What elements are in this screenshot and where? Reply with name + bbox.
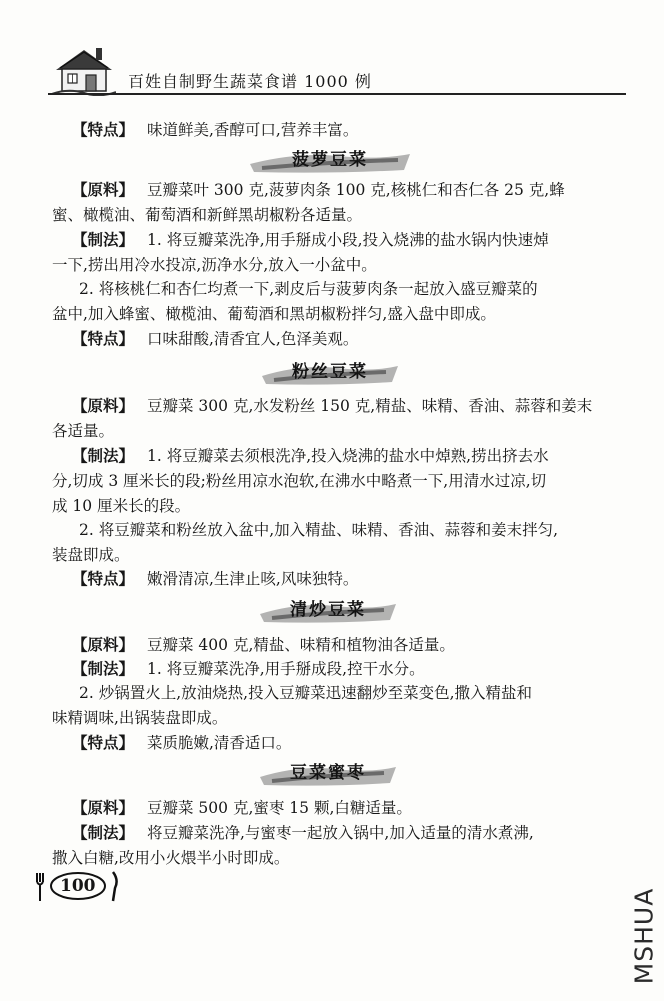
section-title: 菠萝豆菜 [292, 150, 368, 170]
text-line [0, 494, 664, 518]
line-text: 豆瓣菜 400 克,精盐、味精和植物油各适量。 [147, 636, 455, 654]
text-line [0, 228, 664, 252]
text-line [0, 543, 664, 567]
section-title-banner [258, 356, 402, 390]
text-line [0, 633, 664, 657]
field-tag: 【特点】 [72, 329, 135, 348]
text-line [0, 302, 664, 326]
text-line [0, 469, 664, 493]
text-line [0, 419, 664, 443]
header-rule [48, 93, 626, 95]
line-text: 味精调味,出锅装盘即成。 [52, 709, 228, 727]
house-logo-icon [52, 44, 116, 96]
field-tag: 【制法】 [72, 446, 135, 465]
line-text: 成 10 厘米长的段。 [52, 497, 191, 515]
text-line [0, 681, 664, 705]
text-line [0, 203, 664, 227]
line-text: 2. 将豆瓣菜和粉丝放入盆中,加入精盐、味精、香油、蒜蓉和姜末拌匀, [79, 521, 559, 539]
section-title-banner [256, 594, 400, 628]
text-line [0, 657, 664, 681]
field-tag: 【特点】 [72, 733, 135, 752]
text-line [0, 567, 664, 591]
field-tag: 【制法】 [72, 823, 135, 842]
text-line [0, 846, 664, 870]
field-tag: 【制法】 [72, 659, 135, 678]
text-line [0, 277, 664, 301]
line-text: 味道鲜美,香醇可口,营养丰富。 [147, 121, 359, 139]
line-text: 1. 将豆瓣菜去须根洗净,投入烧沸的盐水中焯熟,捞出挤去水 [147, 447, 549, 465]
line-text: 撒入白糖,改用小火煨半小时即成。 [52, 849, 290, 867]
text-line [0, 118, 664, 142]
line-text: 豆瓣菜叶 300 克,菠萝肉条 100 克,核桃仁和杏仁各 25 克,蜂 [147, 181, 565, 199]
section-title: 粉丝豆菜 [292, 362, 368, 382]
line-text: 2. 炒锅置火上,放油烧热,投入豆瓣菜迅速翻炒至菜变色,撒入精盐和 [79, 684, 532, 702]
line-text: 各适量。 [52, 422, 115, 440]
section-title: 清炒豆菜 [290, 600, 366, 620]
line-text: 嫩滑清凉,生津止咳,风味独特。 [147, 570, 359, 588]
line-text: 口味甜酸,清香宜人,色泽美观。 [147, 330, 359, 348]
field-tag: 【特点】 [72, 120, 135, 139]
line-text: 将豆瓣菜洗净,与蜜枣一起放入锅中,加入适量的清水煮沸, [147, 824, 534, 842]
line-text: 装盘即成。 [52, 546, 130, 564]
line-text: 菜质脆嫩,清香适口。 [147, 734, 292, 752]
text-line [0, 706, 664, 730]
field-tag: 【特点】 [72, 569, 135, 588]
text-line [0, 731, 664, 755]
watermark-text: MSHUA [629, 887, 659, 984]
line-text: 1. 将豆瓣菜洗净,用手掰成段,控干水分。 [147, 660, 425, 678]
text-line [0, 796, 664, 820]
text-line [0, 518, 664, 542]
page-number-badge [33, 868, 123, 904]
watermark [626, 878, 662, 993]
text-line [0, 444, 664, 468]
field-tag: 【原料】 [72, 635, 135, 654]
text-line [0, 821, 664, 845]
field-tag: 【制法】 [72, 230, 135, 249]
field-tag: 【原料】 [72, 180, 135, 199]
line-text: 2. 将核桃仁和杏仁均煮一下,剥皮后与菠萝肉条一起放入盛豆瓣菜的 [79, 280, 538, 298]
line-text: 豆瓣菜 300 克,水发粉丝 150 克,精盐、味精、香油、蒜蓉和姜末 [147, 397, 593, 415]
field-tag: 【原料】 [72, 396, 135, 415]
text-line [0, 394, 664, 418]
book-title: 百姓自制野生蔬菜食谱 1000 例 [128, 72, 372, 91]
text-line [0, 253, 664, 277]
section-title-banner [246, 144, 414, 178]
line-text: 豆瓣菜 500 克,蜜枣 15 颗,白糖适量。 [147, 799, 412, 817]
page-number: 100 [60, 876, 96, 896]
field-tag: 【原料】 [72, 798, 135, 817]
text-line [0, 178, 664, 202]
line-text: 一下,捞出用冷水投凉,沥净水分,放入一小盆中。 [52, 256, 377, 274]
line-text: 盆中,加入蜂蜜、橄榄油、葡萄酒和黑胡椒粉拌匀,盛入盘中即成。 [52, 305, 496, 323]
text-line [0, 327, 664, 351]
line-text: 1. 将豆瓣菜洗净,用手掰成小段,投入烧沸的盐水锅内快速焯 [147, 231, 549, 249]
section-title: 豆菜蜜枣 [290, 763, 366, 783]
line-text: 蜜、橄榄油、葡萄酒和新鲜黑胡椒粉各适量。 [52, 206, 363, 224]
section-title-banner [256, 757, 400, 791]
line-text: 分,切成 3 厘米长的段;粉丝用凉水泡软,在沸水中略煮一下,用清水过凉,切 [52, 472, 547, 490]
